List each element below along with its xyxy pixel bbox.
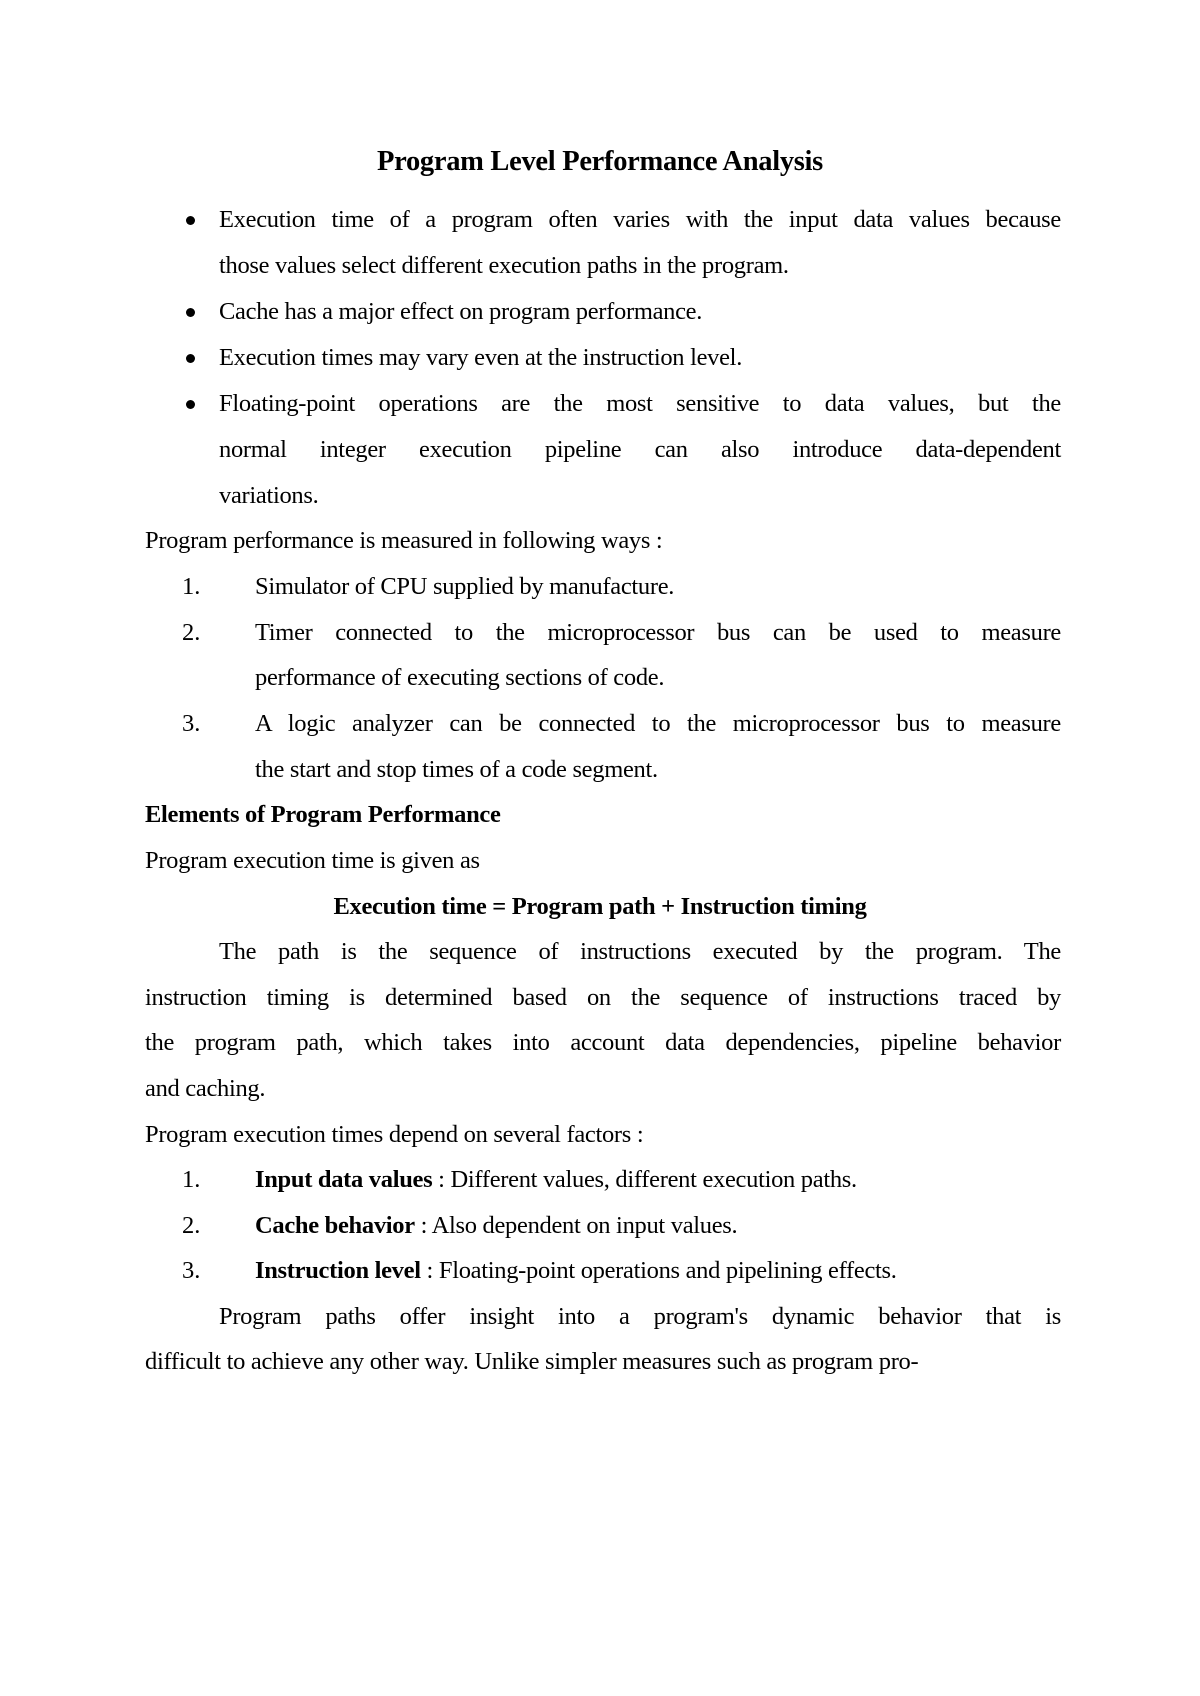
list-item-text: Simulator of CPU supplied by manufacture. xyxy=(255,573,675,600)
measured-intro: Program performance is measured in following ways : xyxy=(145,527,663,554)
list-item-text: Timer connected to the microprocessor bus can be used to measure xyxy=(255,619,1061,646)
list-item xyxy=(255,1256,897,1286)
factor-desc: : Also dependent on input values. xyxy=(414,1212,738,1239)
list-item-text: performance of executing sections of code. xyxy=(255,664,665,691)
elements-intro: Program execution time is given as xyxy=(145,847,480,874)
paragraph-line: the program path, which takes into account data dependencies, pipeline behavior xyxy=(145,1029,1061,1056)
factor-desc: : Floating-point operations and pipelining effects. xyxy=(420,1257,897,1284)
list-number: 1. xyxy=(182,1166,201,1193)
factor-term: Cache behavior xyxy=(255,1212,415,1239)
bullet-text: Execution times may vary even at the instruction level. xyxy=(219,344,743,371)
paragraph-line: The path is the sequence of instructions executed by the program. The xyxy=(219,938,1061,965)
factor-term: Input data values xyxy=(255,1166,433,1193)
formula: Execution time = Program path + Instruction timing xyxy=(333,893,867,920)
paragraph-line: and caching. xyxy=(145,1075,266,1102)
bullet-text: normal integer execution pipeline can also introduce data-dependent xyxy=(219,436,1061,463)
bullet-icon xyxy=(186,354,195,363)
bullet-icon xyxy=(186,216,195,225)
list-item xyxy=(255,1211,737,1241)
page-title: Program Level Performance Analysis xyxy=(377,146,823,177)
list-number: 2. xyxy=(182,619,201,646)
factors-intro: Program execution times depend on several factors : xyxy=(145,1121,644,1148)
bullet-icon xyxy=(186,400,195,409)
section-heading: Elements of Program Performance xyxy=(145,801,501,828)
list-item-text: the start and stop times of a code segment. xyxy=(255,756,658,783)
list-item xyxy=(255,1165,857,1195)
paragraph-line: instruction timing is determined based on the sequence of instructions traced by xyxy=(145,984,1061,1011)
list-number: 3. xyxy=(182,710,201,737)
list-number: 1. xyxy=(182,573,201,600)
paragraph-line: Program paths offer insight into a program's dynamic behavior that is xyxy=(219,1303,1061,1330)
bullet-icon xyxy=(186,308,195,317)
bullet-text: variations. xyxy=(219,482,319,509)
list-item-text: A logic analyzer can be connected to the microprocessor bus to measure xyxy=(255,710,1061,737)
factor-desc: : Different values, different execution paths. xyxy=(432,1166,857,1193)
bullet-text: those values select different execution paths in the program. xyxy=(219,252,789,279)
paragraph-line: difficult to achieve any other way. Unlike simpler measures such as program pro- xyxy=(145,1348,919,1375)
bullet-text: Execution time of a program often varies with the input data values because xyxy=(219,206,1061,233)
bullet-text: Floating-point operations are the most sensitive to data values, but the xyxy=(219,390,1061,417)
list-number: 3. xyxy=(182,1257,201,1284)
factor-term: Instruction level xyxy=(255,1257,421,1284)
bullet-text: Cache has a major effect on program performance. xyxy=(219,298,703,325)
list-number: 2. xyxy=(182,1212,201,1239)
